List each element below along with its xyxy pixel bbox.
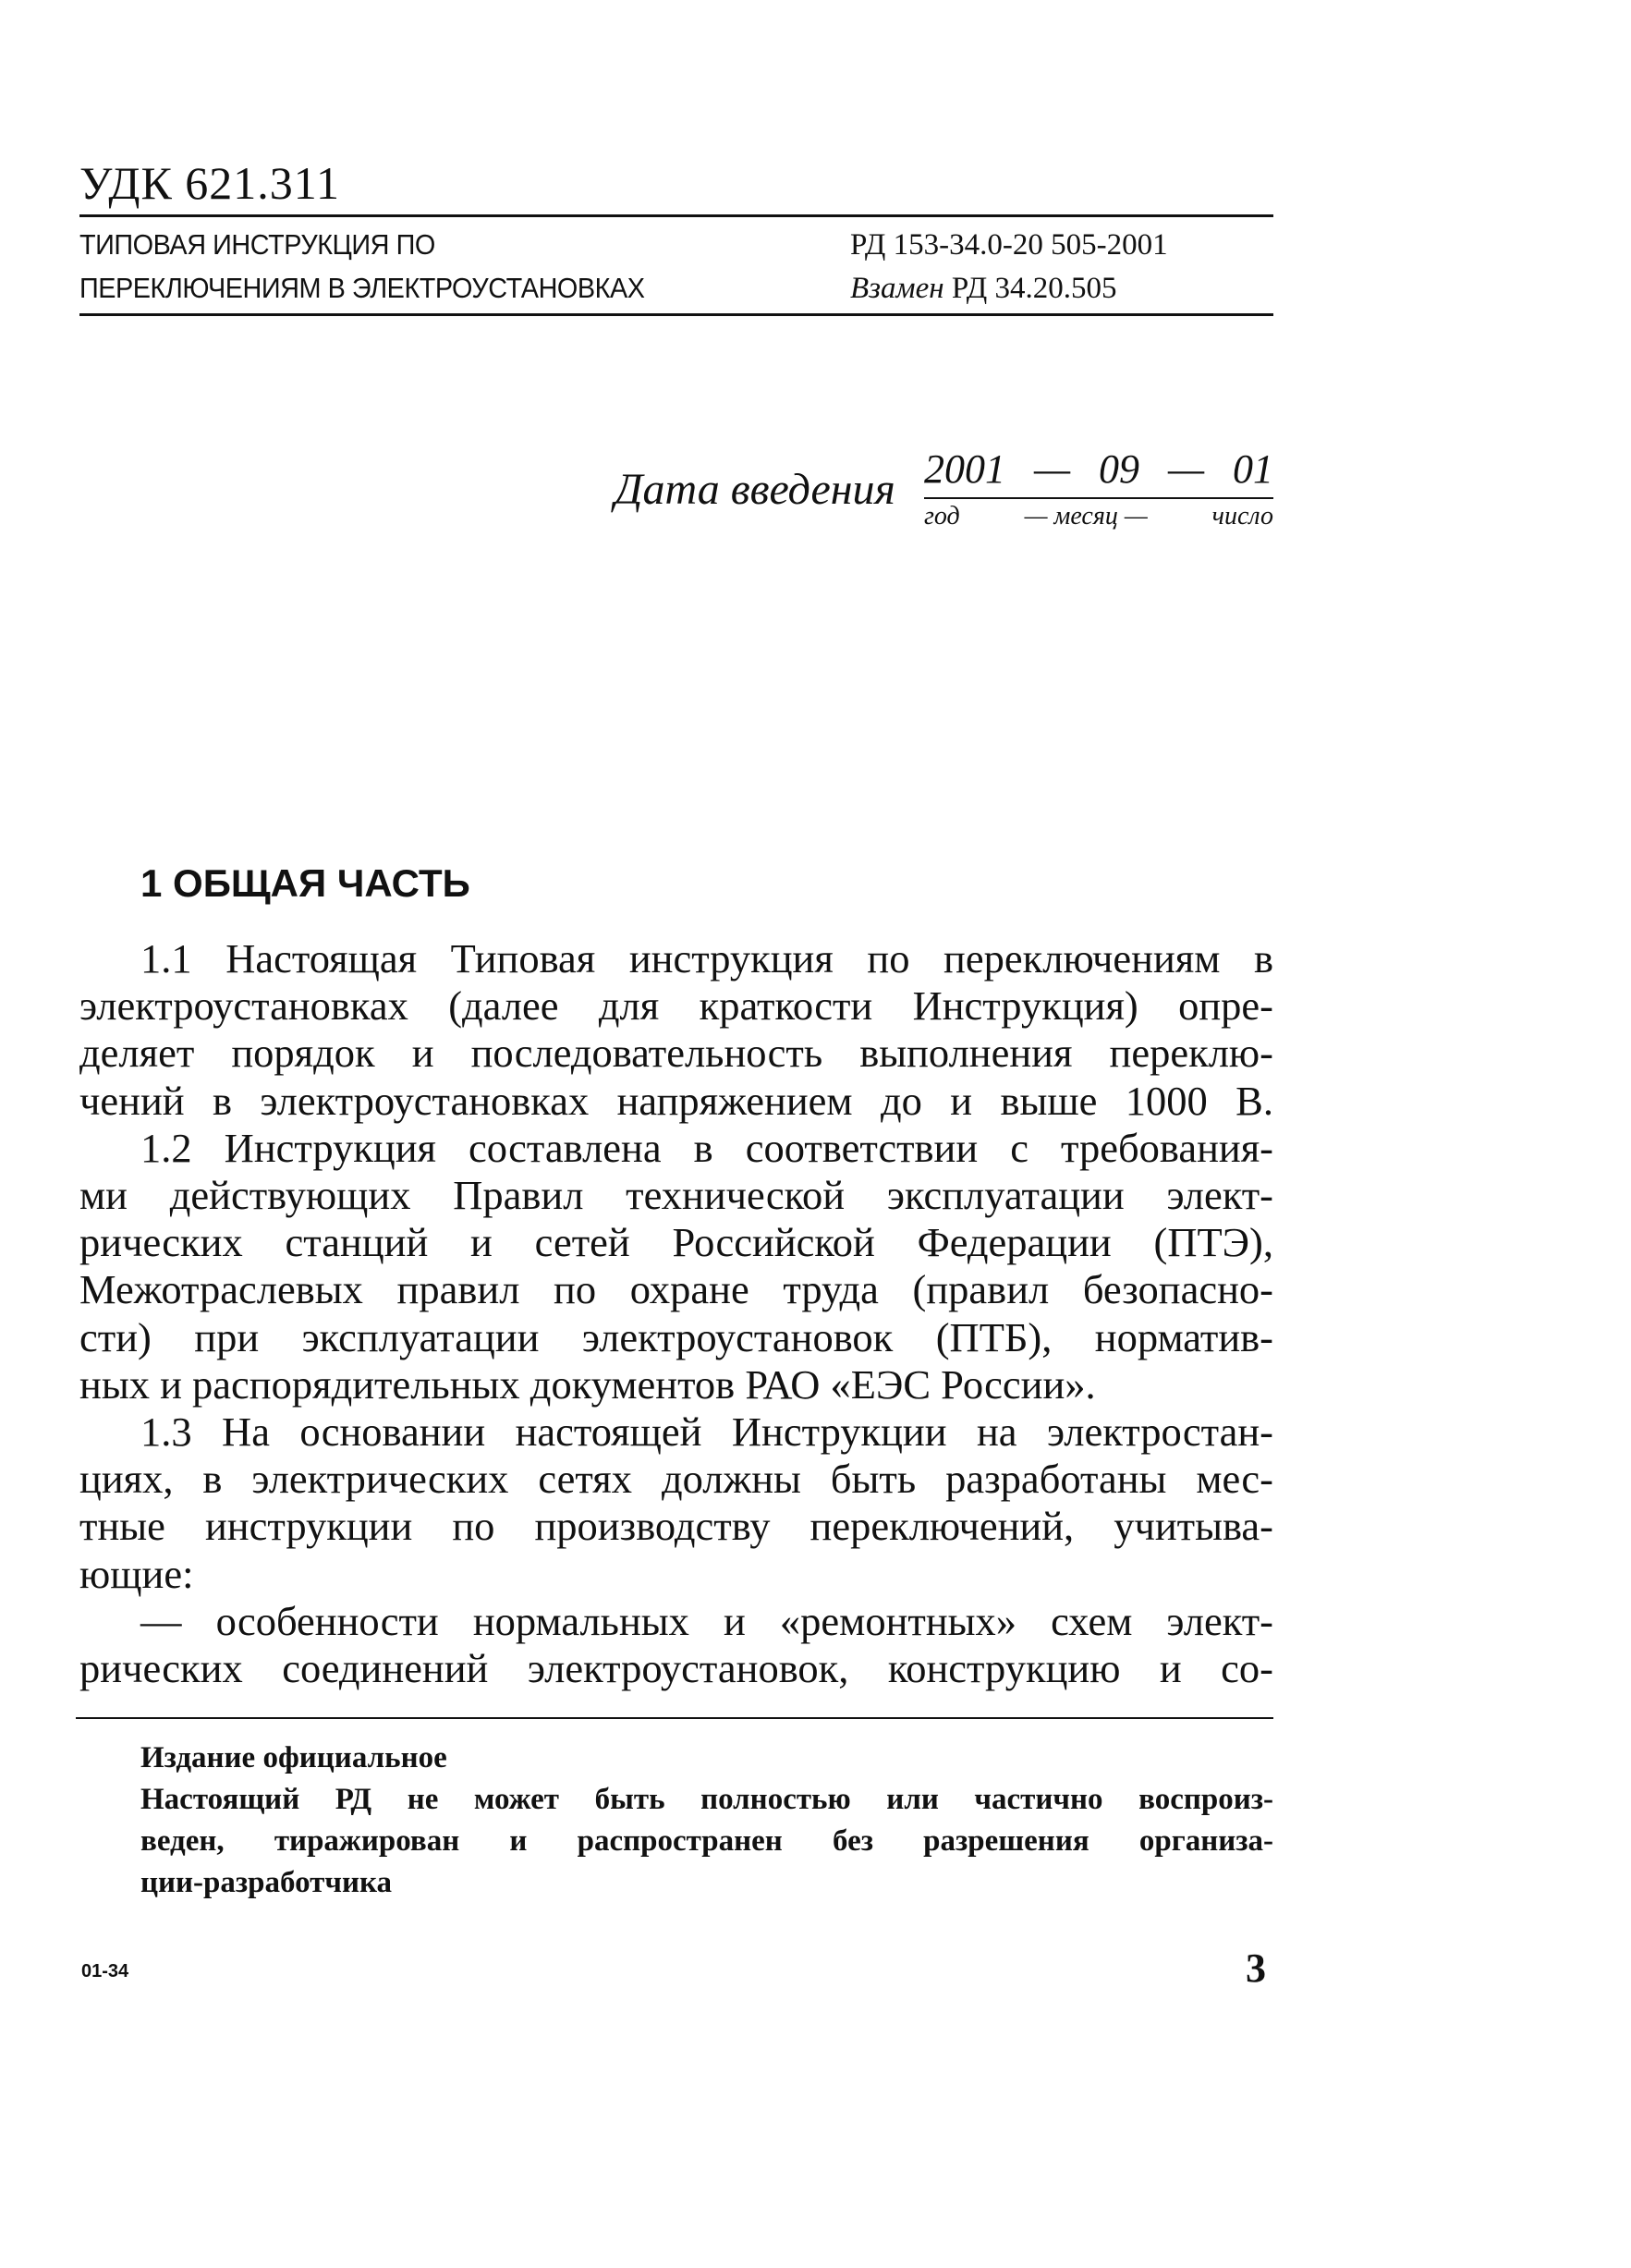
document-title-line-2: ПЕРЕКЛЮЧЕНИЯМ В ЭЛЕКТРОУСТАНОВКАХ	[79, 272, 645, 304]
footnote-rule	[76, 1717, 1273, 1719]
body-line: циях, в электрических сетях должны быть разработаны мес-	[79, 1456, 1273, 1503]
intro-date-caption-month: — месяц —	[1024, 502, 1148, 530]
intro-date	[924, 444, 1273, 534]
body-line: рических станций и сетей Российской Федерации (ПТЭ),	[79, 1219, 1273, 1266]
intro-date-label: Дата введения	[615, 465, 895, 514]
header-bottom-rule	[79, 313, 1273, 316]
body-line: ных и распорядительных документов РАО «ЕЭС России».	[79, 1360, 1096, 1408]
footnote-line: веден, тиражирован и распространен без разрешения организа-	[140, 1824, 1273, 1858]
section-heading: 1 ОБЩАЯ ЧАСТЬ	[140, 861, 470, 905]
body-line: деляет порядок и последовательность выполнения переклю-	[79, 1030, 1273, 1077]
body-line: ющие:	[79, 1550, 194, 1597]
replaces-document	[850, 270, 1117, 307]
body-line: тные инструкции по производству переключений, учитыва-	[79, 1503, 1273, 1550]
footnote-line: ции-разработчика	[140, 1866, 392, 1899]
body-line: — особенности нормальных и «ремонтных» схем элект-	[140, 1597, 1273, 1644]
body-line: сти) при эксплуатации электроустановок (ПТБ), норматив-	[79, 1313, 1273, 1360]
body-line: чений в электроустановках напряжением до и выше 1000 В.	[79, 1077, 1273, 1124]
document-title-line-1: ТИПОВАЯ ИНСТРУКЦИЯ ПО	[79, 228, 435, 261]
section-body	[79, 935, 1273, 1692]
intro-date-captions	[924, 499, 1273, 534]
udk-code: УДК 621.311	[79, 157, 340, 209]
body-line: электроустановках (далее для краткости Инструкция) опре-	[79, 982, 1273, 1030]
header-top-rule	[79, 214, 1273, 217]
footnote	[140, 1738, 1273, 1904]
document-number: РД 153-34.0-20 505-2001	[850, 228, 1168, 262]
intro-date-month: 09	[1099, 446, 1139, 492]
intro-date-day: 01	[1233, 446, 1273, 492]
body-line: 1.3 На основании настоящей Инструкции на электростан-	[140, 1408, 1273, 1456]
footnote-edition: Издание официальное	[140, 1741, 447, 1774]
intro-date-caption-day: число	[1211, 502, 1273, 530]
body-line: рических соединений электроустановок, конструкцию и со-	[79, 1645, 1273, 1692]
intro-date-dash: —	[1033, 446, 1071, 492]
intro-date-values	[924, 444, 1273, 495]
intro-date-dash: —	[1167, 446, 1205, 492]
intro-date-caption-year: год	[924, 502, 960, 530]
body-line: ми действующих Правил технической эксплуатации элект-	[79, 1172, 1273, 1219]
body-line: 1.2 Инструкция составлена в соответствии с требования-	[140, 1124, 1273, 1171]
footnote-line: Настоящий РД не может быть полностью или частично воспроиз-	[140, 1783, 1273, 1816]
replaces-document-number: РД 34.20.505	[951, 272, 1117, 305]
body-line: Межотраслевых правил по охране труда (правил безопасно-	[79, 1266, 1273, 1313]
print-code: 01-34	[81, 1961, 129, 1981]
replaces-label: Взамен	[850, 272, 944, 305]
intro-date-year: 2001	[924, 446, 1005, 492]
body-line: 1.1 Настоящая Типовая инструкция по переключениям в	[140, 935, 1273, 982]
page-number: 3	[1246, 1945, 1266, 1991]
